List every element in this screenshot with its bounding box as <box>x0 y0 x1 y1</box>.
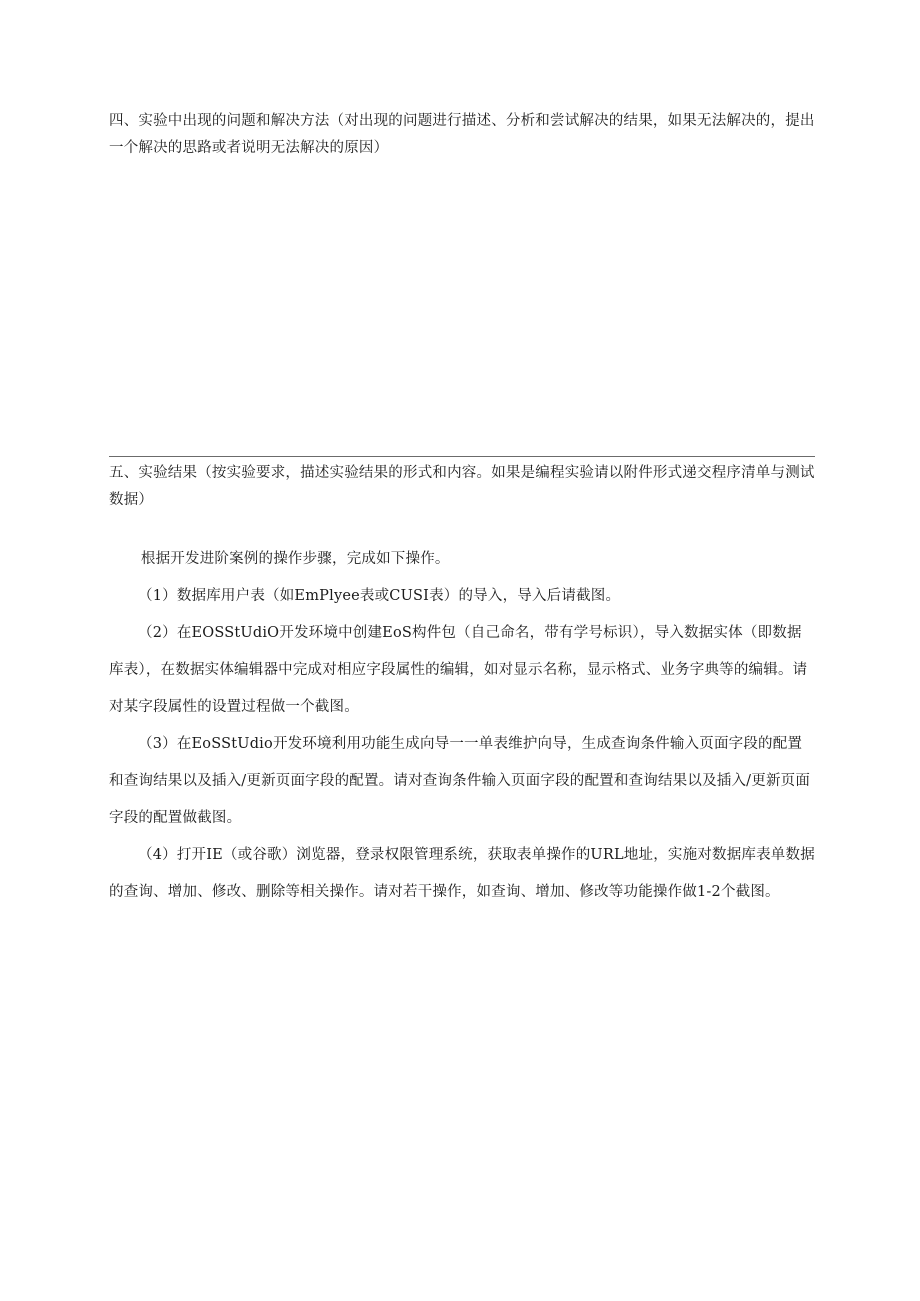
intro-paragraph: 根据开发进阶案例的操作步骤，完成如下操作。 <box>140 551 450 567</box>
step-2-paragraph: （2）在EOSStUdiO开发环境中创建EoS构件包（自己命名，带有学号标识），导入数据实体（即数据库表），在数据实体编辑器中完成对相应字段属性的编辑，如对显示名称，显示格式、业务字典等的编辑。请对某字段属性的设置过程做一个截图。 <box>109 625 808 715</box>
section-4-heading: 四、实验中出现的问题和解决方法（对出现的问题进行描述、分析和尝试解决的结果，如果无法解决的，提出一个解决的思路或者说明无法解决的原因） <box>109 113 815 156</box>
step-1-paragraph: （1）数据库用户表（如EmPlyee表或CUSI表）的导入，导入后请截图。 <box>138 588 621 604</box>
step-4-paragraph: （4）打开IE（或谷歌）浏览器，登录权限管理系统，获取表单操作的URL地址，实施对数据库表单数据的查询、增加、修改、删除等相关操作。请对若干操作，如查询、增加、修改等功能操作做1-2个截图。 <box>109 847 815 900</box>
section-5-heading: 五、实验结果（按实验要求，描述实验结果的形式和内容。如果是编程实验请以附件形式递交程序清单与测试数据） <box>109 465 815 508</box>
section-5-body <box>109 541 815 911</box>
section-divider <box>109 456 815 457</box>
step-3-paragraph: （3）在EoSStUdio开发环境利用功能生成向导一一单表维护向导，生成查询条件输入页面字段的配置和查询结果以及插入/更新页面字段的配置。请对查询条件输入页面字段的配置和查询结果以及插入/更新页面字段的配置做截图。 <box>109 736 811 826</box>
